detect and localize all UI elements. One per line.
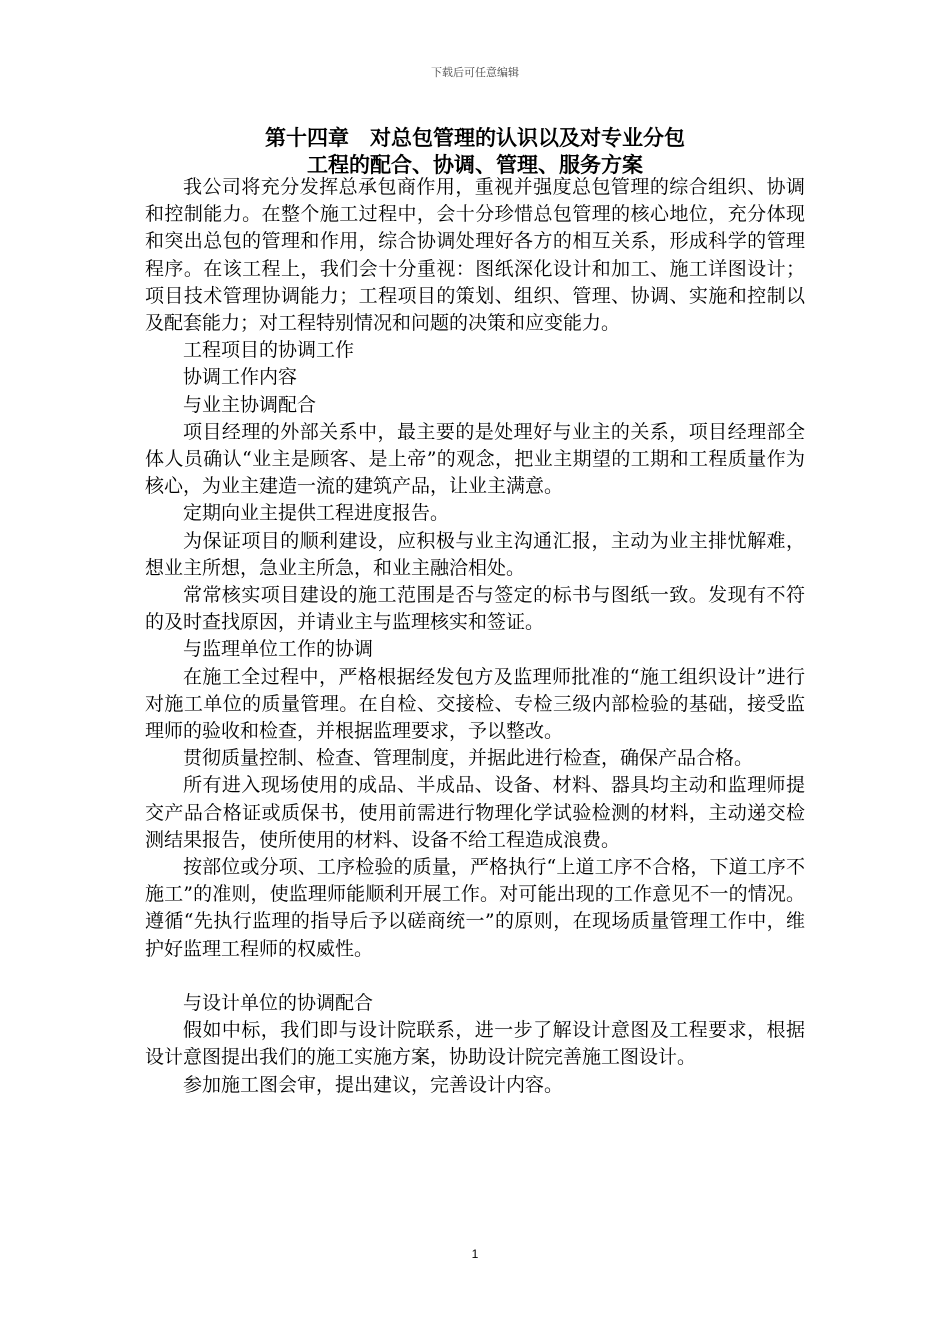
chapter-title	[145, 124, 805, 178]
page-header-note: 下载后可任意编辑	[431, 66, 519, 79]
section-heading-content: 协调工作内容	[183, 366, 298, 389]
paragraph-quality-control: 贯彻质量控制、检查、管理制度，并据此进行检查，确保产品合格。	[183, 747, 754, 770]
section-heading-owner: 与业主协调配合	[183, 393, 317, 416]
chapter-title-line-1: 第十四章 对总包管理的认识以及对专业分包	[265, 125, 685, 150]
section-heading-supervision: 与监理单位工作的协调	[183, 638, 374, 661]
paragraph-materials: 所有进入现场使用的成品、半成品、设备、材料、器具均主动和监理师提交产品合格证或质保书，使用前需进行物理化学试验检测的材料，主动递交检测结果报告，使所使用的材料、设备不给工程造成浪费。	[145, 774, 805, 851]
paragraph-inspection: 按部位或分项、工序检验的质量，严格执行“上道工序不合格，下道工序不施工”的准则，使监理师能顺利开展工作。对可能出现的工作意见不一的情况。遵循“先执行监理的指导后予以磋商统一”的原则，在现场质量管理工作中，维护好监理工程师的权威性。	[145, 856, 805, 960]
paragraph-drawing-review: 参加施工图会审，提出建议，完善设计内容。	[183, 1073, 564, 1096]
paragraph-design-coordination: 假如中标，我们即与设计院联系，进一步了解设计意图及工程要求，根据设计意图提出我们的施工实施方案，协助设计院完善施工图设计。	[145, 1019, 805, 1069]
section-heading-design: 与设计单位的协调配合	[183, 992, 374, 1015]
paragraph-spacer	[145, 963, 805, 990]
paragraph-owner-communication: 为保证项目的顺利建设，应积极与业主沟通汇报，主动为业主排忧解难，想业主所想，急业主所急，和业主融洽相处。	[145, 529, 805, 579]
section-heading-coordination: 工程项目的协调工作	[183, 339, 355, 362]
paragraph-owner-relation: 项目经理的外部关系中，最主要的是处理好与业主的关系，项目经理部全体人员确认“业主是顾客、是上帝”的观念，把业主期望的工期和工程质量作为核心，为业主建造一流的建筑产品，让业主满意。	[145, 420, 805, 498]
page-number: 1	[471, 1247, 479, 1261]
paragraph-scope-check: 常常核实项目建设的施工范围是否与签定的标书与图纸一致。发现有不符的及时查找原因，并请业主与监理核实和签证。	[145, 584, 805, 634]
document-body	[145, 174, 805, 1099]
chapter-title-line-2: 工程的配合、协调、管理、服务方案	[307, 152, 643, 177]
intro-paragraph: 我公司将充分发挥总承包商作用，重视并强度总包管理的综合组织、协调和控制能力。在整个施工过程中，会十分珍惜总包管理的核心地位，充分体现和突出总包的管理和作用，综合协调处理好各方的相互关系，形成科学的管理程序。在该工程上，我们会十分重视：图纸深化设计和加工、施工详图设计；项目技术管理协调能力；工程项目的策划、组织、管理、协调、实施和控制以及配套能力；对工程特别情况和问题的决策和应变能力。	[145, 176, 805, 335]
paragraph-quality-management: 在施工全过程中，严格根据经发包方及监理师批准的“施工组织设计”进行对施工单位的质量管理。在自检、交接检、专检三级内部检验的基础，接受监理师的验收和检查，并根据监理要求，予以整改。	[145, 665, 805, 743]
paragraph-progress-report: 定期向业主提供工程进度报告。	[183, 502, 450, 525]
